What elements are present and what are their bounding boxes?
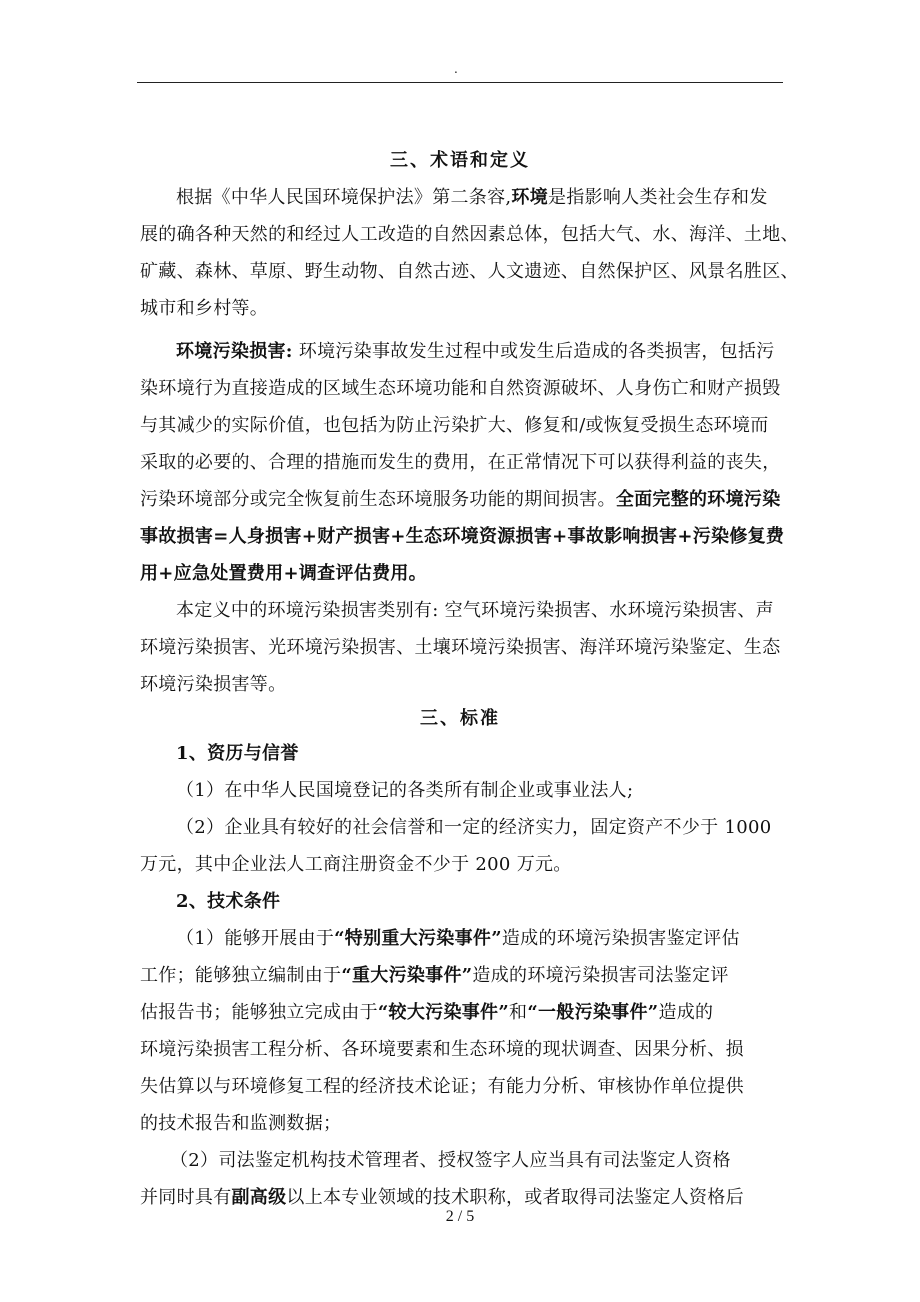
paragraph-line	[140, 333, 780, 370]
text: 并同时具有	[140, 1187, 232, 1208]
paragraph-line: 环境污染损害、光环境污染损害、土壤环境污染损害、海洋环境污染鉴定、生态	[140, 637, 781, 658]
text: 估报告书；能够独立完成由于	[140, 1002, 378, 1023]
paragraph-line	[140, 179, 780, 216]
header-rule	[137, 82, 783, 83]
list-item: 的技术报告和监测数据；	[140, 1113, 342, 1134]
paragraph-line	[140, 481, 780, 518]
text: 造成的	[658, 1002, 714, 1023]
paragraph-line: 与其减少的实际价值，也包括为防止污染扩大、修复和/或恢复受损生态环境而	[140, 415, 769, 436]
bold-text: “特别重大污染事件”	[334, 928, 502, 949]
paragraph-line: 展的确各种天然的和经过人工改造的自然因素总体，包括大气、水、海洋、土地、	[140, 224, 799, 245]
text: （1）能够开展由于	[176, 928, 335, 949]
bold-text: “一般污染事件”	[527, 1002, 659, 1023]
text: 环境污染事故发生过程中或发生后造成的各类损害，包括污	[292, 341, 775, 362]
document-body	[140, 142, 799, 1216]
section-title-terms: 三、术语和定义	[390, 150, 530, 171]
list-item	[140, 920, 780, 957]
bold-text: “重大污染事件”	[341, 965, 473, 986]
list-item: 环境污染损害工程分析、各环境要素和生态环境的现状调查、因果分析、损	[140, 1039, 744, 1060]
text: 是指影响人类社会生存和发	[548, 187, 768, 208]
list-item: 万元，其中企业法人工商注册资金不少于 200 万元。	[140, 854, 572, 875]
list-item: （1）在中华人民国境登记的各类所有制企业或事业法人;	[176, 780, 634, 801]
bold-text: 全面完整的环境污染	[615, 489, 781, 510]
text: 造成的环境污染损害鉴定评估	[501, 928, 740, 949]
paragraph-line: 环境污染损害等。	[140, 674, 287, 695]
paragraph-line: 染环境行为直接造成的区域生态环境功能和自然资源破坏、人身伤亡和财产损毁	[140, 378, 781, 399]
text: 以上本专业领域的技术职称，或者取得司法鉴定人资格后	[286, 1187, 744, 1208]
bold-text: 副高级	[231, 1187, 287, 1208]
term-pollution-damage: 环境污染损害:	[176, 341, 293, 362]
paragraph-line: 采取的必要的、合理的措施而发生的费用，在正常情况下可以获得利益的丧失，	[140, 452, 781, 473]
paragraph-line: 本定义中的环境污染损害类别有: 空气环境污染损害、水环境污染损害、声	[176, 600, 774, 621]
list-item: （2）司法鉴定机构技术管理者、授权签字人应当具有司法鉴定人资格	[170, 1150, 731, 1171]
list-item: 失估算以与环境修复工程的经济技术论证；有能力分析、审核协作单位提供	[140, 1076, 744, 1097]
text: 工作；能够独立编制由于	[140, 965, 342, 986]
text: 造成的环境污染损害司法鉴定评	[472, 965, 729, 986]
text: 和	[509, 1002, 528, 1023]
bold-text: “较大污染事件”	[377, 1002, 510, 1023]
list-item	[140, 957, 780, 994]
page-number: 2 / 5	[445, 1208, 475, 1225]
subheading-qualification: 1、资历与信誉	[176, 743, 299, 764]
paragraph-line: 用+应急处置费用+调查评估费用。	[140, 563, 427, 584]
list-item	[140, 994, 780, 1031]
subheading-technical: 2、技术条件	[176, 891, 281, 912]
term-environment: 环境	[511, 187, 549, 208]
text: 根据《中华人民国环境保护法》第二条容,	[176, 187, 512, 208]
paragraph-line: 事故损害=人身损害+财产损害+生态环境资源损害+事故影响损害+污染修复费	[140, 526, 785, 547]
paragraph-line: 矿藏、森林、草原、野生动物、自然古迹、人文遗迹、自然保护区、风景名胜区、	[140, 261, 799, 282]
list-item: （2）企业具有较好的社会信誉和一定的经济实力，固定资产不少于 1000	[176, 817, 772, 838]
header-mark: .	[454, 62, 458, 76]
section-title-standards: 三、标准	[420, 708, 500, 729]
paragraph-line: 城市和乡村等。	[140, 298, 269, 319]
text: 污染环境部分或完全恢复前生态环境服务功能的期间损害。	[140, 489, 616, 510]
